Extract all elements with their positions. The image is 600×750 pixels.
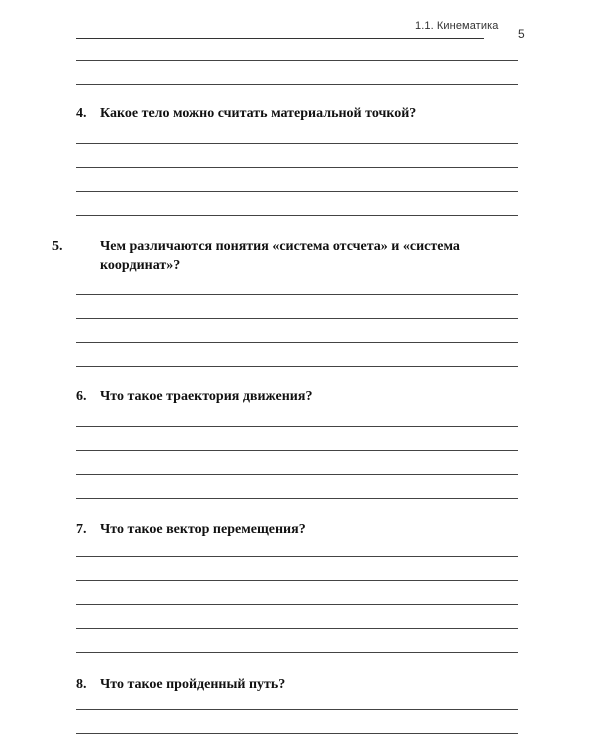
answer-line [76, 556, 518, 557]
question-5 [52, 237, 518, 275]
answer-line [76, 191, 518, 192]
answer-line [76, 60, 518, 61]
section-title: 1.1. Кинематика [415, 20, 499, 32]
question-number: 5. [52, 239, 63, 254]
answer-line [76, 580, 518, 581]
question-number: 8. [76, 677, 87, 692]
question-number: 7. [76, 522, 87, 537]
answer-line [76, 498, 518, 499]
question-6 [76, 387, 518, 406]
answer-line [76, 604, 518, 605]
answer-line [76, 709, 518, 710]
answer-line [76, 628, 518, 629]
question-4 [76, 104, 518, 123]
header-rule [76, 38, 484, 39]
question-text: Какое тело можно считать материальной точкой? [100, 106, 417, 121]
question-text: Что такое пройденный путь? [100, 677, 286, 692]
page-number: 5 [518, 27, 525, 41]
question-text: Что такое траектория движения? [100, 389, 313, 404]
question-7 [76, 520, 518, 539]
question-number: 6. [76, 389, 87, 404]
answer-line [76, 318, 518, 319]
answer-line [76, 450, 518, 451]
answer-line [76, 143, 518, 144]
answer-line [76, 84, 518, 85]
question-text: Что такое вектор перемещения? [100, 522, 306, 537]
question-8 [76, 675, 518, 694]
answer-line [76, 426, 518, 427]
question-text: Чем различаются понятия «система отсчета» и «система координат»? [100, 239, 460, 273]
answer-line [76, 652, 518, 653]
answer-line [76, 342, 518, 343]
answer-line [76, 733, 518, 734]
answer-line [76, 294, 518, 295]
answer-line [76, 474, 518, 475]
answer-line [76, 167, 518, 168]
question-number: 4. [76, 106, 87, 121]
answer-line [76, 366, 518, 367]
answer-line [76, 215, 518, 216]
